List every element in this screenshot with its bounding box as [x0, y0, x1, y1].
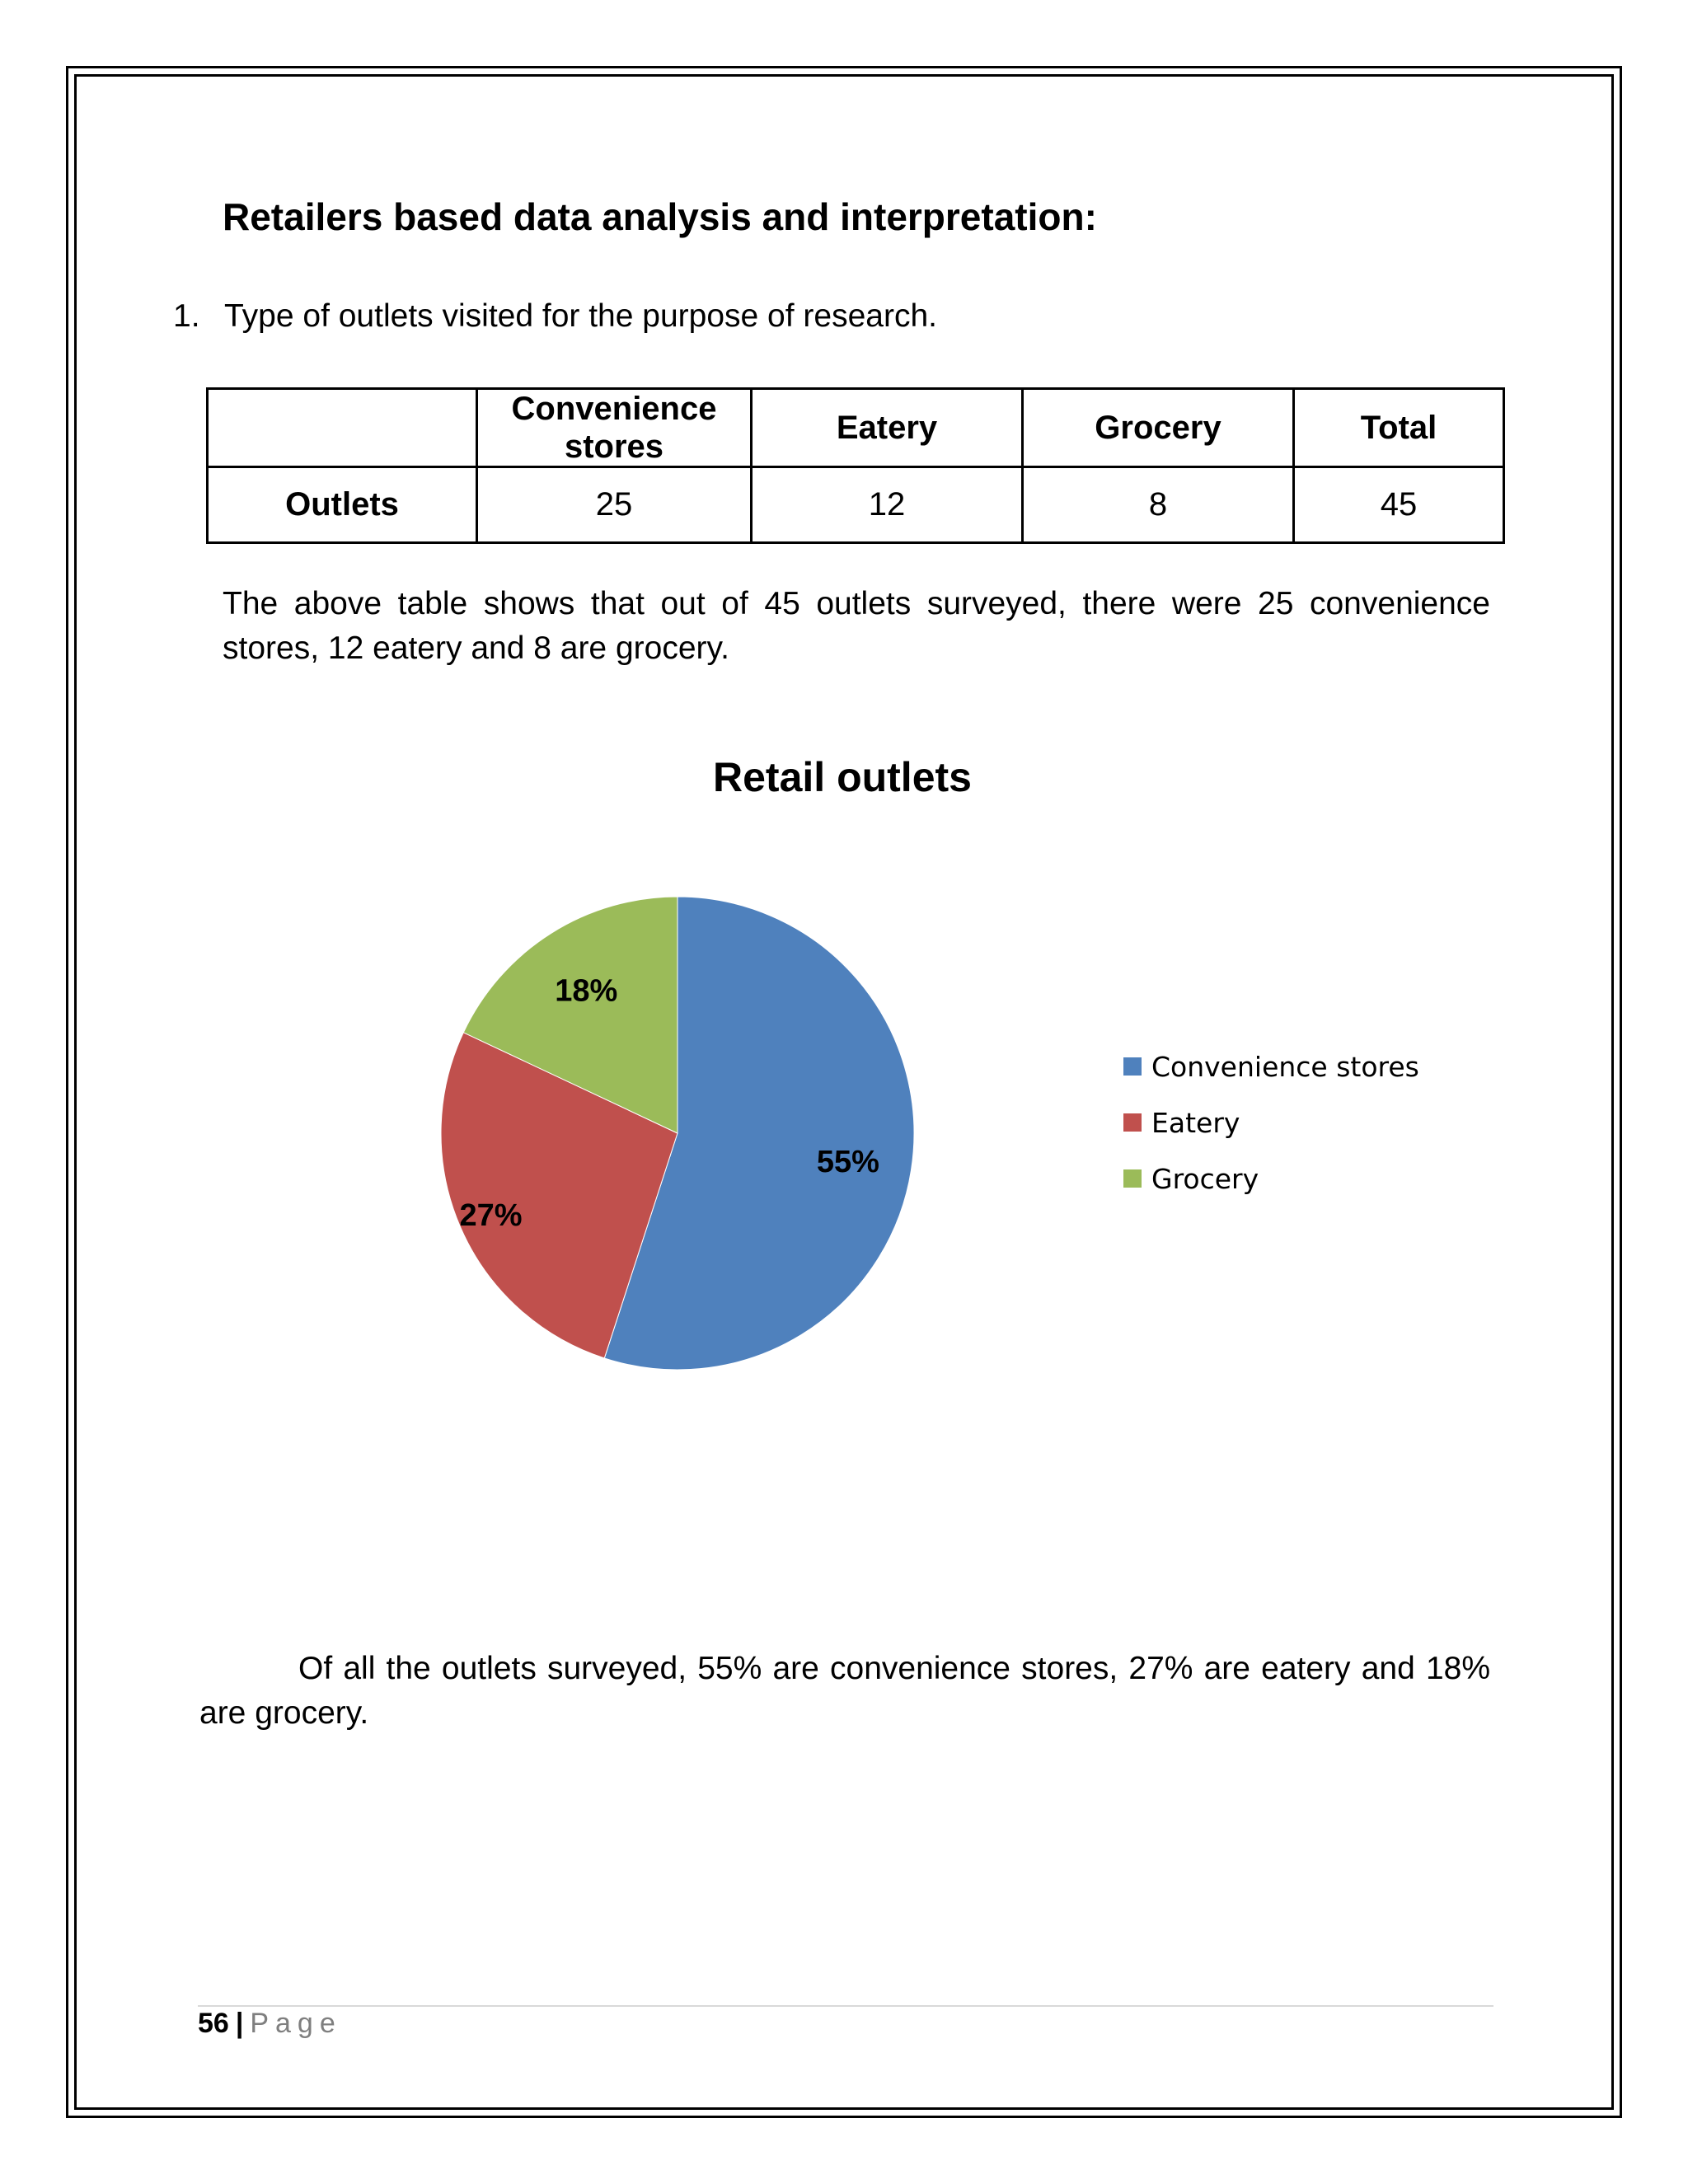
section-heading: Retailers based data analysis and interpretation:: [223, 195, 1097, 238]
pie-data-label: 55%: [816, 1144, 879, 1179]
table-cell: 25: [477, 467, 752, 543]
outlets-table: [206, 387, 1505, 544]
chart-legend: [1123, 1051, 1419, 1195]
table-header-cell: Total: [1294, 389, 1504, 467]
page-word: Page: [250, 2008, 342, 2039]
pie-slices: [441, 897, 914, 1370]
table-row: [208, 467, 1504, 543]
legend-swatch: [1123, 1057, 1142, 1076]
chart-summary: Of all the outlets surveyed, 55% are convenience stores, 27% are eatery and 18% are grocery.: [199, 1651, 1490, 1731]
table-row-label: Outlets: [208, 467, 477, 543]
table-cell: 8: [1023, 467, 1294, 543]
table-cell: 12: [752, 467, 1023, 543]
table-header-cell: Eatery: [752, 389, 1023, 467]
table-header-row: [208, 389, 1504, 467]
footer-separator: |: [235, 2008, 244, 2039]
footer-rule: [198, 2005, 1493, 2007]
pie-data-label: 18%: [555, 973, 618, 1009]
legend-swatch: [1123, 1113, 1142, 1132]
table-corner-cell: [208, 389, 477, 467]
list-item-number: 1.: [173, 298, 200, 334]
table-header-cell: Grocery: [1023, 389, 1294, 467]
table-description: The above table shows that out of 45 outlets surveyed, there were 25 convenience stores, 12 eatery and 8 are grocery.: [223, 586, 1490, 666]
legend-label: Eatery: [1151, 1107, 1240, 1139]
retail-outlets-pie-chart: [247, 750, 1484, 1426]
chart-title: Retail outlets: [713, 754, 972, 800]
table-cell: 45: [1294, 467, 1504, 543]
page-footer: [198, 2008, 342, 2040]
legend-label: Convenience stores: [1151, 1051, 1419, 1083]
table-header-cell: Convenience stores: [477, 389, 752, 467]
pie-data-label: 27%: [459, 1198, 523, 1234]
legend-swatch: [1123, 1169, 1142, 1188]
list-item: [173, 298, 937, 335]
page-number: 56: [198, 2008, 229, 2039]
legend-label: Grocery: [1151, 1163, 1259, 1195]
list-item-text: Type of outlets visited for the purpose of research.: [224, 298, 937, 334]
